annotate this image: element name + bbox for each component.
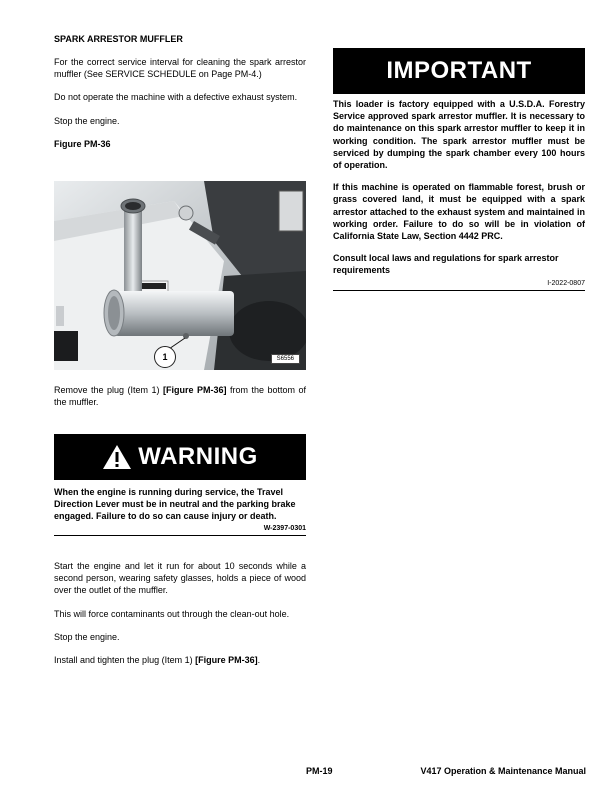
install-plug-text	[54, 654, 306, 666]
figure-photo	[54, 181, 306, 370]
important-banner	[333, 48, 585, 94]
install-plug-after: .	[257, 655, 261, 666]
warning-banner	[54, 434, 306, 480]
start-engine-text: Start the engine and let it run for about 10 seconds while a second person, wearing safety glasses, holds a piece of wood over the outlet of the muffler.	[54, 561, 306, 596]
stop-engine-text-2: Stop the engine.	[54, 631, 120, 642]
defective-exhaust-text: Do not operate the machine with a defective exhaust system.	[54, 92, 298, 103]
steps-block	[54, 560, 306, 666]
warning-triangle-icon	[102, 444, 132, 470]
left-column	[54, 33, 306, 150]
remove-plug-text	[54, 384, 306, 408]
service-interval-text: For the correct service interval for cleaning the spark arrestor muffler (See SERVICE SCHEDULE on Page PM-4.)	[54, 57, 306, 80]
muffler-photo-illustration	[54, 181, 306, 370]
section-heading: SPARK ARRESTOR MUFFLER	[54, 34, 183, 44]
contaminants-text: This will force contaminants out through the clean-out hole.	[54, 608, 290, 619]
manual-title: V417 Operation & Maintenance Manual	[420, 766, 586, 776]
important-para-1: This loader is factory equipped with a U.S.D.A. Forestry Service approved spark arrestor muffler. It is necessary to do maintenance on this spark arrestor muffler to keep it in working condition. The spark arrestor muffler must be serviced by dumping the spark chamber every 100 hours of operation.	[333, 99, 585, 171]
warning-title: WARNING	[138, 443, 258, 470]
important-para-3: Consult local laws and regulations for spark arrestor requirements	[333, 253, 559, 276]
warning-rule	[54, 535, 306, 536]
install-plug-figure-ref: [Figure PM-36]	[195, 655, 258, 666]
important-code: I-2022-0807	[547, 279, 585, 287]
remove-plug-after: from the bottom of the muffler.	[54, 385, 306, 408]
important-title: IMPORTANT	[386, 57, 532, 84]
warning-code: W-2397-0301	[263, 524, 306, 532]
page-number: PM-19	[306, 766, 333, 776]
important-rule	[333, 290, 585, 291]
stop-engine-text: Stop the engine.	[54, 115, 120, 126]
remove-plug-before: Remove the plug (Item 1)	[54, 385, 163, 395]
figure-label: Figure PM-36	[54, 138, 111, 149]
warning-body	[54, 486, 306, 536]
install-plug-before: Install and tighten the plug (Item 1)	[54, 655, 196, 666]
item-callout: 1	[154, 346, 176, 368]
figure-code: S6556	[271, 354, 300, 364]
important-para-2: If this machine is operated on flammable forest, brush or grass covered land, it must be equipped with a spark arrestor attached to the exhaust system and maintained in working order. Failure to do so will be in violation of California State Law, Section 4442 PRC.	[333, 182, 585, 242]
remove-plug-figure-ref: [Figure PM-36]	[163, 385, 227, 395]
warning-text: When the engine is running during service, the Travel Direction Lever must be in neutral and the parking brake engaged. Failure to do so can cause injury or death.	[54, 487, 296, 522]
important-body	[333, 98, 585, 291]
